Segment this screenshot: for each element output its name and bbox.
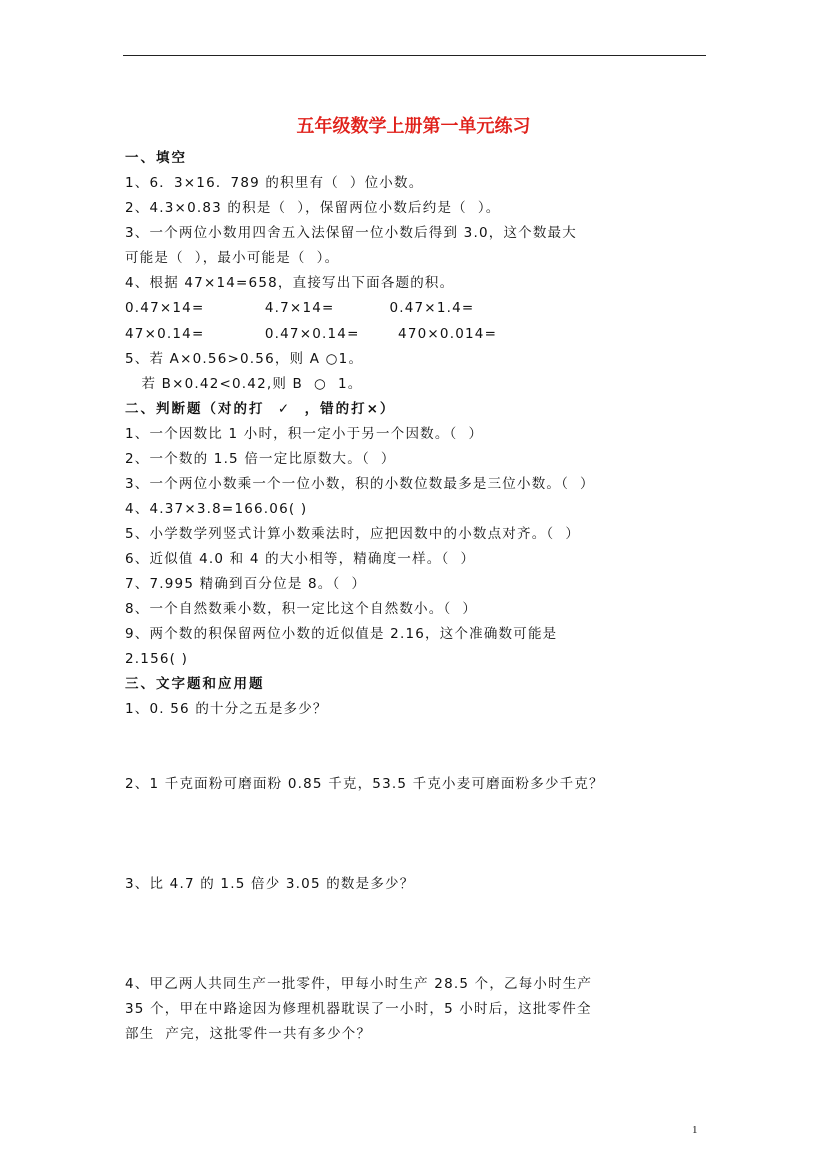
s2-line-3: 3、一个两位小数乘一个一位小数，积的小数位数最多是三位小数。（ ） <box>125 476 595 492</box>
s2-line-4: 4、4.37×3.8=166.06( ) <box>125 501 308 517</box>
s3-question-4-line-1: 4、甲乙两人共同生产一批零件，甲每小时生产 28.5 个，乙每小时生产 <box>125 976 593 992</box>
header-rule <box>123 55 706 56</box>
page-title: 五年级数学上册第一单元练习 <box>296 116 531 137</box>
s1-line-8: 5、若 A×0.56>0.56，则 A ○1。 <box>125 351 364 367</box>
section-1-heading: 一、填空 <box>125 150 187 166</box>
s1-line-3: 3、一个两位小数用四舍五入法保留一位小数后得到 3.0，这个数最大 <box>125 225 577 241</box>
s1-line-6: 0.47×14= 4.7×14= 0.47×1.4= <box>125 300 475 316</box>
s3-question-4-line-3: 部生 产完，这批零件一共有多少个？ <box>125 1026 372 1042</box>
s2-line-1: 1、一个因数比 1 小时，积一定小于另一个因数。（ ） <box>125 426 484 442</box>
s3-question-2: 2、1 千克面粉可磨面粉 0.85 千克，53.5 千克小麦可磨面粉多少千克？ <box>125 776 604 792</box>
s2-line-7: 7、7.995 精确到百分位是 8。（ ） <box>125 576 367 592</box>
s1-line-1: 1、6．3×16．789 的积里有（ ）位小数。 <box>125 175 424 191</box>
section-2-heading: 二、判断题（对的打 ✓ ，错的打×） <box>125 401 396 417</box>
s2-line-9: 9、两个数的积保留两位小数的近似值是 2.16，这个准确数可能是 <box>125 626 558 642</box>
s2-line-10: 2.156( ) <box>125 651 189 667</box>
s1-line-2: 2、4.3×0.83 的积是（ ），保留两位小数后约是（ ）。 <box>125 200 501 216</box>
s2-line-6: 6、近似值 4.0 和 4 的大小相等，精确度一样。（ ） <box>125 551 476 567</box>
s1-line-4: 可能是（ ），最小可能是（ ）。 <box>125 250 340 266</box>
s1-line-7: 47×0.14= 0.47×0.14= 470×0.014= <box>125 326 498 342</box>
s1-line-9: 若 B×0.42<0.42,则 B ○ 1。 <box>125 376 363 392</box>
s2-line-2: 2、一个数的 1.5 倍一定比原数大。（ ） <box>125 451 396 467</box>
s3-question-1: 1、0. 56 的十分之五是多少？ <box>125 701 328 717</box>
section-3-heading: 三、文字题和应用题 <box>125 676 265 692</box>
s3-question-4-line-2: 35 个，甲在中路途因为修理机器耽误了一小时，5 小时后，这批零件全 <box>125 1001 592 1017</box>
s2-line-8: 8、一个自然数乘小数，积一定比这个自然数小。（ ） <box>125 601 478 617</box>
s1-line-5: 4、根据 47×14=658，直接写出下面各题的积。 <box>125 275 455 291</box>
s2-line-5: 5、小学数学列竖式计算小数乘法时，应把因数中的小数点对齐。（ ） <box>125 526 581 542</box>
s3-question-3: 3、比 4.7 的 1.5 倍少 3.05 的数是多少？ <box>125 876 415 892</box>
page-number: 1 <box>692 1124 698 1136</box>
